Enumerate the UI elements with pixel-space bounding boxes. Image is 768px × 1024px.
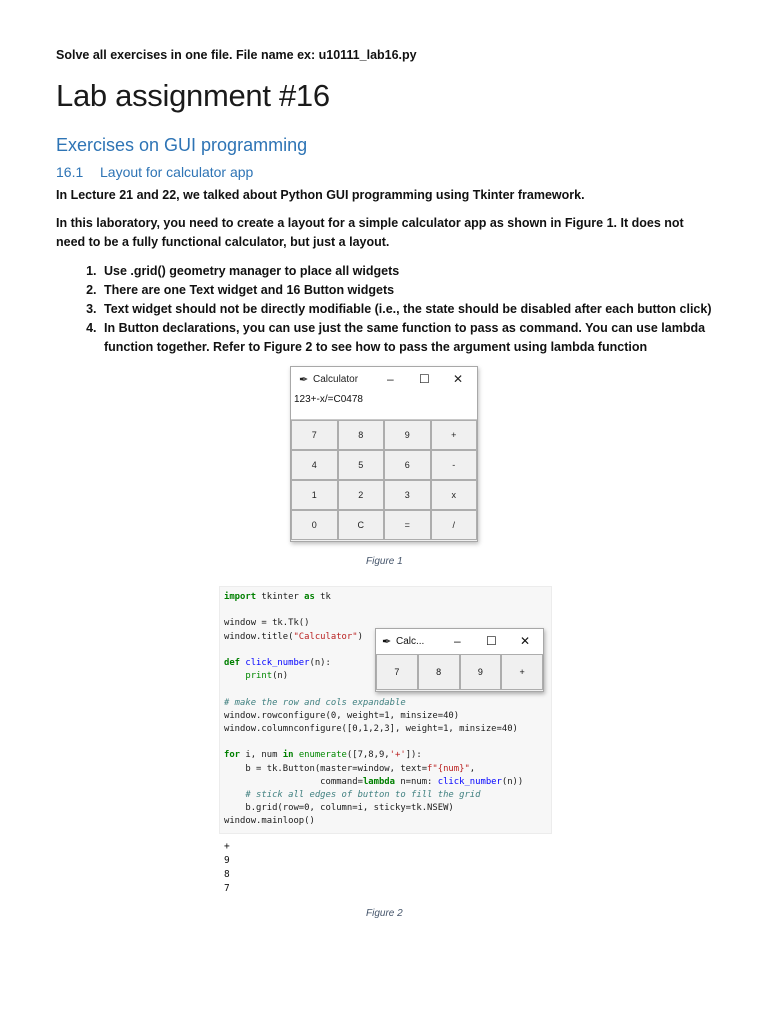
code-line: command=lambda n=num: click_number(n)) (224, 776, 524, 787)
code-line: window.mainloop() (224, 816, 315, 827)
calculator-key: 1 (291, 480, 338, 510)
output-line: + (224, 841, 230, 852)
code-line: # stick all edges of button to fill the grid (224, 789, 481, 800)
close-icon: ✕ (520, 634, 531, 648)
output-line: 7 (224, 883, 230, 894)
paragraph-intro: In Lecture 21 and 22, we talked about Python GUI programming using Tkinter framework. (56, 188, 585, 202)
window-titlebar (291, 367, 477, 393)
minimize-icon: – (387, 372, 394, 386)
code-line: window = tk.Tk() (224, 618, 310, 629)
code-line: # make the row and cols expandable (224, 697, 406, 708)
code-line: b = tk.Button(master=window, text=f"{num}", (224, 763, 476, 774)
calculator-key: = (384, 510, 431, 540)
mini-keypad-row (376, 654, 543, 690)
code-line: window.columnconfigure([0,1,2,3], weight=1, minsize=40) (224, 723, 518, 734)
calculator-key: - (431, 450, 478, 480)
figure-caption: Figure 2 (366, 908, 403, 919)
calculator-key: 9 (460, 654, 502, 690)
calculator-key: + (501, 654, 543, 690)
calculator-key: 0 (291, 510, 338, 540)
paragraph-task: In this laboratory, you need to create a layout for a simple calculator app as shown in Figure 1. It does not need to be a fully functional calculator, but just a layout. (56, 216, 684, 249)
maximize-icon: ☐ (486, 634, 497, 648)
code-line: print(n) (245, 671, 289, 682)
code-listing (219, 586, 552, 834)
calculator-key: + (431, 420, 478, 450)
code-line (224, 736, 547, 749)
calculator-key: C (338, 510, 385, 540)
code-line: window.title("Calculator") (224, 631, 363, 642)
window-title: Calc... (396, 636, 425, 647)
feather-icon: ✒ (299, 374, 309, 386)
subsection-heading (56, 164, 253, 180)
output-line: 9 (224, 855, 230, 866)
calculator-key: / (431, 510, 478, 540)
calculator-key: 7 (376, 654, 418, 690)
code-line: for i, num in enumerate([7,8,9,'+']): (224, 750, 422, 761)
list-item: 4. In Button declarations, you can use just the same function to pass as command. You can use lambda function together. Refer to Figure 2 to see how to pass the argument using lambda function (100, 319, 720, 357)
subsection-title: Layout for calculator app (100, 164, 254, 180)
window-titlebar (376, 629, 543, 654)
window-title: Calculator (313, 374, 359, 385)
figure-caption: Figure 1 (366, 556, 403, 567)
code-line (224, 604, 547, 617)
minimize-icon: – (454, 634, 461, 648)
calculator-key: 3 (384, 480, 431, 510)
page-title: Lab assignment #16 (56, 78, 330, 113)
code-line: def click_number(n): (224, 657, 331, 668)
calculator-key: x (431, 480, 478, 510)
calculator-display: 123+-x/=C0478 (291, 393, 477, 420)
calculator-key: 5 (338, 450, 385, 480)
subsection-number: 16.1 (56, 164, 84, 180)
file-instruction: Solve all exercises in one file. File name ex: u10111_lab16.py (56, 48, 417, 62)
code-line: window.rowconfigure(0, weight=1, minsize=40) (224, 710, 460, 721)
code-line: b.grid(row=0, column=i, sticky=tk.NSEW) (224, 803, 454, 814)
output-line: 8 (224, 869, 230, 880)
calculator-key: 9 (384, 420, 431, 450)
code-block (220, 587, 551, 833)
list-item: 3. Text widget should not be directly modifiable (i.e., the state should be disabled after each button click) (100, 300, 720, 319)
calculator-key: 2 (338, 480, 385, 510)
maximize-icon: ☐ (419, 372, 430, 386)
calculator-key: 4 (291, 450, 338, 480)
requirements-list (56, 262, 720, 357)
code-line: import tkinter as tk (224, 592, 331, 602)
mini-calculator-window (375, 628, 544, 692)
feather-icon: ✒ (382, 636, 392, 648)
calculator-keypad (291, 420, 477, 540)
list-item: 1. Use .grid() geometry manager to place all widgets (100, 262, 720, 281)
calculator-key: 6 (384, 450, 431, 480)
section-heading: Exercises on GUI programming (56, 135, 308, 155)
list-item: 2. There are one Text widget and 16 Button widgets (100, 281, 720, 300)
calculator-key: 8 (418, 654, 460, 690)
calculator-window-figure (290, 366, 478, 542)
calculator-key: 8 (338, 420, 385, 450)
close-icon: ✕ (453, 372, 464, 386)
console-output (224, 840, 230, 896)
calculator-key: 7 (291, 420, 338, 450)
